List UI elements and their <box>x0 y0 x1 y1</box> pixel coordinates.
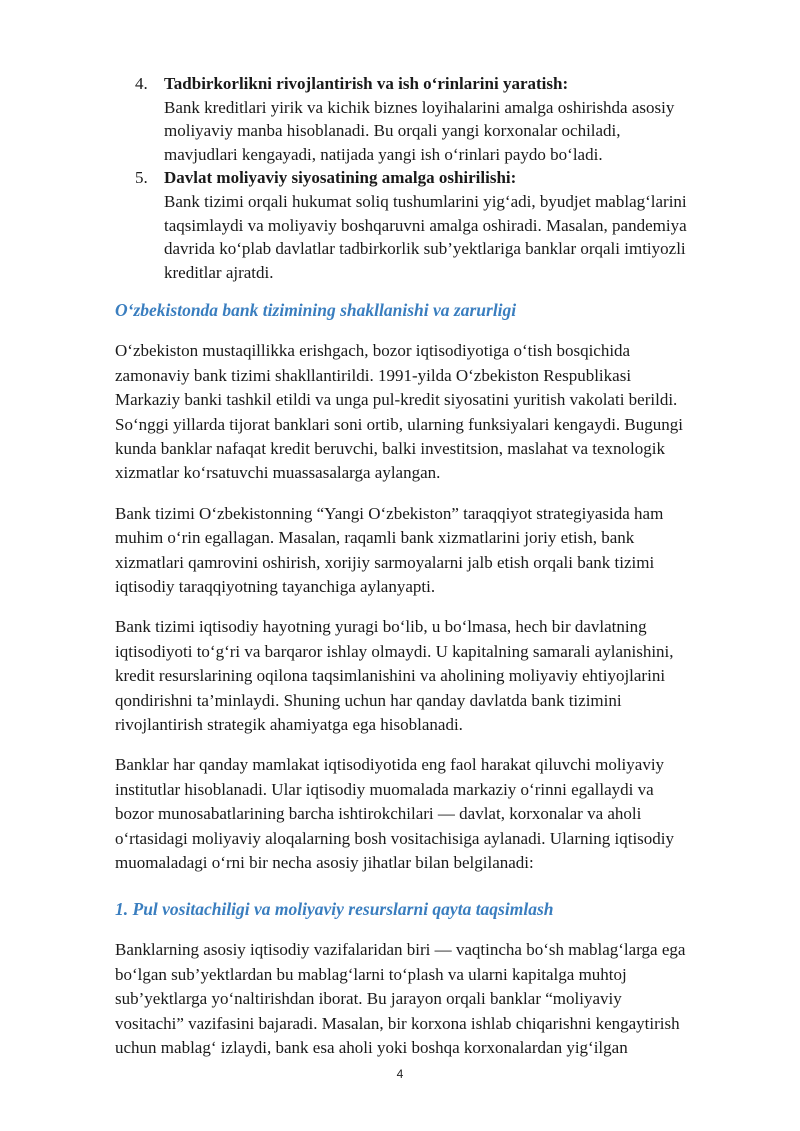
list-item-title: Davlat moliyaviy siyosatining amalga oshirilishi: <box>164 168 517 188</box>
section-heading: O‘zbekistonda bank tizimining shakllanishi va zarurligi <box>115 300 517 321</box>
paragraph: Bank tizimi O‘zbekistonning “Yangi O‘zbekiston” taraqqiyot strategiyasida ham muhim o‘rin egallagan. Masalan, raqamli bank xizmatlarini joriy etish, bank xizmatlari qamrovini oshirish, xorijiy sarmoyalarni jalb etish orqali bank tizimi iqtisodiy taraqqiyotning tayanchiga aylanyapti. <box>115 503 664 596</box>
paragraph: Bank tizimi iqtisodiy hayotning yuragi bo‘lib, u bo‘lmasa, hech bir davlatning iqtisodiyoti to‘g‘ri va barqaror ishlay olmaydi. U kapitalning samarali aylanishini, kredit resurslarining oqilona taqsimlanishini va aholining moliyaviy ehtiyojlarini qondirishni ta’minlaydi. Shuning uchun har qanday davlatda bank tizimini rivojlantirish strategik ahamiyatga ega hisoblanadi. <box>115 617 674 735</box>
list-item-title: Tadbirkorlikni rivojlantirish va ish o‘rinlarini yaratish: <box>164 74 569 93</box>
subsection-heading: 1. Pul vositachiligi va moliyaviy resurslarni qayta taqsimlash <box>115 899 554 920</box>
list-item-number: 5. <box>135 168 148 188</box>
list-item-body: Bank tizimi orqali hukumat soliq tushumlarini yig‘adi, byudjet mablag‘larini taqsimlaydi va moliyaviy boshqaruvni amalga oshiradi. Masalan, pandemiya davrida ko‘plab davlatlar tadbirkorlik sub’yektlariga banklar orqali imtiyozli kreditlar ajratdi. <box>164 191 687 282</box>
list-item <box>115 166 690 284</box>
list-item-number: 4. <box>135 74 148 93</box>
list-item-body: Bank kreditlari yirik va kichik biznes loyihalarini amalga oshirishda asosiy moliyaviy manba hisoblanadi. Bu orqali yangi korxonalar ochiladi, mavjudlari kengayadi, natijada yangi ish o‘rinlari paydo bo‘ladi. <box>164 97 675 164</box>
page-number: 4 <box>396 1067 404 1081</box>
paragraph: Banklar har qanday mamlakat iqtisodiyotida eng faol harakat qiluvchi moliyaviy institutlar hisoblanadi. Ular iqtisodiy muomalada markaziy o‘rinni egallaydi va bozor munosabatlarining barcha ishtirokchilari — davlat, korxonalar va aholi o‘rtasidagi moliyaviy aloqalarning bosh vositachisiga aylanadi. Ularning iqtisodiy muomaladagi o‘rni bir necha asosiy jihatlar bilan belgilanadi: <box>115 755 674 873</box>
document-page <box>115 72 690 1061</box>
numbered-list <box>115 72 690 284</box>
list-item <box>115 72 690 166</box>
paragraph: O‘zbekiston mustaqillikka erishgach, bozor iqtisodiyotiga o‘tish bosqichida zamonaviy bank tizimi shakllantirildi. 1991-yilda O‘zbekiston Respublikasi Markaziy banki tashkil etildi va unga pul-kredit siyosatini yuritish vakolati berildi. So‘nggi yillarda tijorat banklari soni ortib, ularning funksiyalari kengaydi. Bugungi kunda banklar nafaqat kredit beruvchi, balki investitsion, maslahat va texnologik xizmatlar ko‘rsatuvchi muassasalarga aylangan. <box>115 341 683 483</box>
paragraph: Banklarning asosiy iqtisodiy vazifalaridan biri — vaqtincha bo‘sh mablag‘larga ega bo‘lgan sub’yektlardan bu mablag‘larni to‘plash va ularni kapitalga muhtoj sub’yektlarga yo‘naltirishdan iborat. Bu jarayon orqali banklar “moliyaviy vositachi” vazifasini bajaradi. Masalan, bir korxona ishlab chiqarishni kengaytirish uchun mablag‘ izlaydi, bank esa aholi yoki boshqa korxonalardan yig‘ilgan <box>115 940 686 1058</box>
